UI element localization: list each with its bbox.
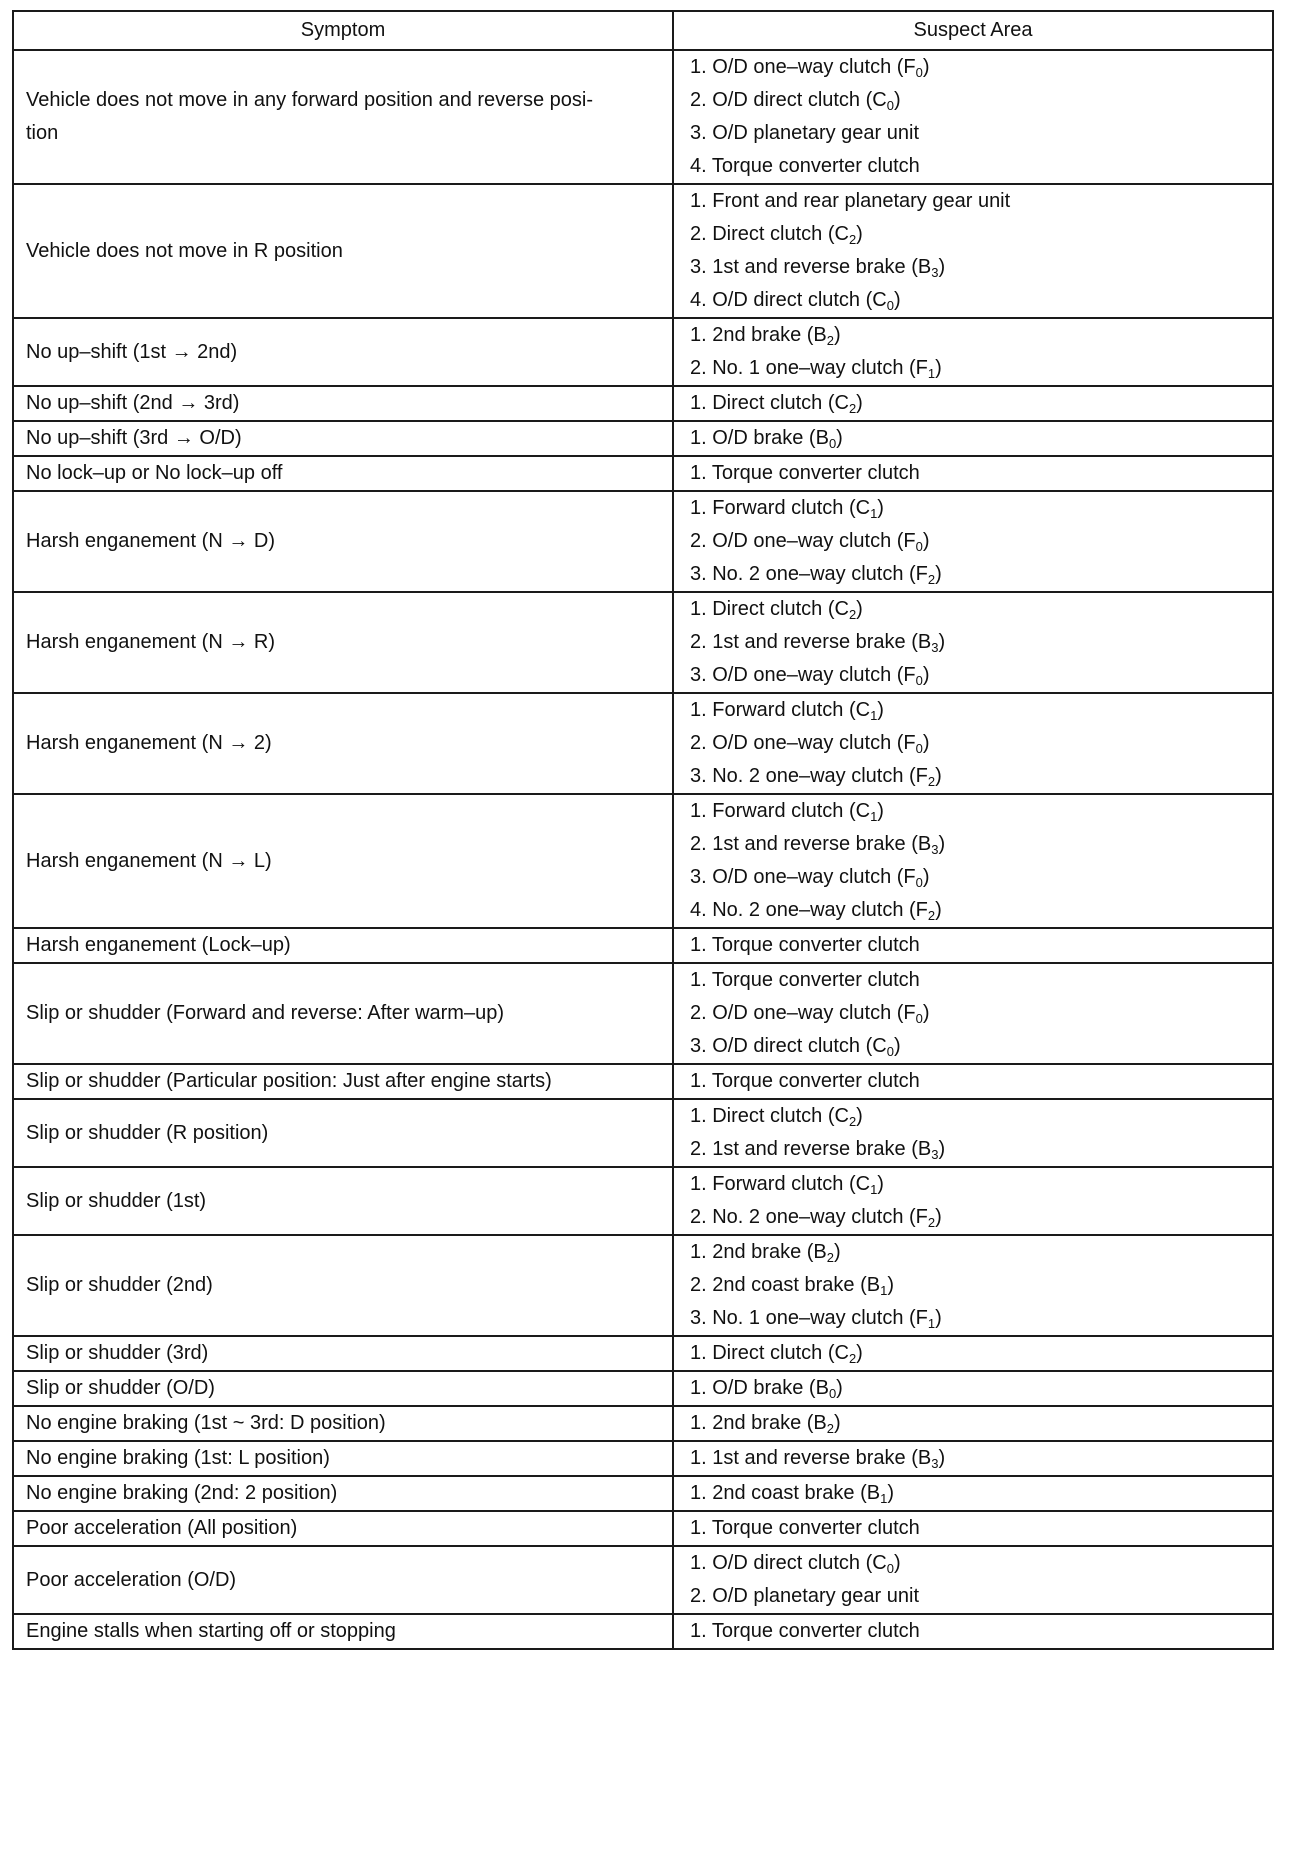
component-subscript: 2 xyxy=(927,774,936,789)
suspect-area-item-text: 1. Torque converter clutch xyxy=(690,1070,920,1092)
suspect-area-item-text: 1. Torque converter clutch xyxy=(690,462,920,484)
suspect-area-item xyxy=(690,659,1272,692)
suspect-area-item xyxy=(690,1168,1272,1201)
symptom-cell: Slip or shudder (R position) xyxy=(13,1099,673,1167)
symptom-cell: No up–shift (1st → 2nd) xyxy=(13,318,673,386)
closing-paren: ) xyxy=(893,289,901,311)
component-subscript: 2 xyxy=(848,1351,857,1366)
table-row xyxy=(13,386,1273,421)
suspect-area-cell xyxy=(673,1167,1273,1235)
suspect-area-item-text: 1. Front and rear planetary gear unit xyxy=(690,190,1011,212)
suspect-area-item-text: 1. 2nd coast brake (B xyxy=(690,1482,881,1504)
table-row xyxy=(13,928,1273,963)
suspect-area-item xyxy=(690,117,1272,150)
suspect-area-item xyxy=(690,558,1272,591)
component-subscript: 0 xyxy=(828,436,837,451)
suspect-area-cell xyxy=(673,1441,1273,1476)
closing-paren: ) xyxy=(836,1377,843,1399)
closing-paren: ) xyxy=(938,256,946,278)
suspect-area-item-text: 1. Forward clutch (C xyxy=(690,497,871,519)
suspect-area-item-text: 1. Torque converter clutch xyxy=(690,1517,920,1539)
suspect-area-item-text: 1. O/D direct clutch (C xyxy=(690,1552,887,1574)
suspect-area-item-text: 2. O/D one–way clutch (F xyxy=(690,530,916,552)
suspect-area-item-text: 4. No. 2 one–way clutch (F xyxy=(690,899,928,921)
symptom-cell: Vehicle does not move in any forward position and reverse posi- tion xyxy=(13,50,673,184)
component-subscript: 2 xyxy=(826,1250,834,1265)
closing-paren: ) xyxy=(887,1482,895,1504)
suspect-area-item xyxy=(690,1133,1272,1166)
component-subscript: 0 xyxy=(915,673,923,688)
closing-paren: ) xyxy=(893,1035,901,1057)
closing-paren: ) xyxy=(938,631,946,653)
suspect-area-cell xyxy=(673,1614,1273,1649)
suspect-area-item-text: 2. 1st and reverse brake (B xyxy=(690,631,932,653)
symptom-cell: Slip or shudder (Particular position: Just after engine starts) xyxy=(13,1064,673,1099)
table-row xyxy=(13,963,1273,1064)
symptom-cell: No up–shift (3rd → O/D) xyxy=(13,421,673,456)
suspect-area-item-text: 1. 1st and reverse brake (B xyxy=(690,1447,932,1469)
suspect-area-item-text: 2. 1st and reverse brake (B xyxy=(690,1138,932,1160)
symptom-cell: No engine braking (2nd: 2 position) xyxy=(13,1476,673,1511)
closing-paren: ) xyxy=(935,563,942,585)
symptom-cell: Harsh enganement (N → D) xyxy=(13,491,673,592)
suspect-area-item xyxy=(690,150,1272,183)
suspect-area-item xyxy=(690,51,1272,84)
closing-paren: ) xyxy=(935,1206,942,1228)
table-row xyxy=(13,491,1273,592)
symptom-cell: Harsh enganement (Lock–up) xyxy=(13,928,673,963)
table-row xyxy=(13,1546,1273,1614)
closing-paren: ) xyxy=(877,800,884,822)
symptom-cell: Engine stalls when starting off or stopping xyxy=(13,1614,673,1649)
suspect-area-item-text: 1. Torque converter clutch xyxy=(690,969,920,991)
component-subscript: 0 xyxy=(886,98,894,113)
table-row xyxy=(13,1099,1273,1167)
suspect-area-item-text: 1. Torque converter clutch xyxy=(690,1620,920,1642)
suspect-area-item-text: 3. O/D planetary gear unit xyxy=(690,122,920,144)
closing-paren: ) xyxy=(922,664,930,686)
suspect-area-cell xyxy=(673,794,1273,928)
suspect-area-cell xyxy=(673,963,1273,1064)
suspect-area-item-text: 2. O/D one–way clutch (F xyxy=(690,732,916,754)
table-row xyxy=(13,421,1273,456)
component-subscript: 1 xyxy=(927,1316,936,1331)
closing-paren: ) xyxy=(877,1173,884,1195)
suspect-area-item xyxy=(690,352,1272,385)
closing-paren: ) xyxy=(922,530,930,552)
symptom-column-header: Symptom xyxy=(13,11,673,50)
closing-paren: ) xyxy=(856,598,863,620)
suspect-area-item xyxy=(690,760,1272,793)
component-subscript: 1 xyxy=(880,1283,888,1298)
closing-paren: ) xyxy=(922,1002,930,1024)
suspect-area-item xyxy=(690,1030,1272,1063)
component-subscript: 2 xyxy=(848,401,857,416)
suspect-area-cell xyxy=(673,1336,1273,1371)
component-subscript: 1 xyxy=(927,366,936,381)
symptom-cell: Slip or shudder (3rd) xyxy=(13,1336,673,1371)
table-row xyxy=(13,184,1273,318)
component-subscript: 1 xyxy=(880,1491,888,1506)
suspect-area-item-text: 1. 2nd brake (B xyxy=(690,324,827,346)
suspect-area-cell xyxy=(673,1371,1273,1406)
symptom-cell: Slip or shudder (1st) xyxy=(13,1167,673,1235)
symptom-cell: Harsh enganement (N → L) xyxy=(13,794,673,928)
component-subscript: 0 xyxy=(886,298,894,313)
suspect-area-item xyxy=(690,1100,1272,1133)
table-row xyxy=(13,693,1273,794)
suspect-area-item-text: 1. Direct clutch (C xyxy=(690,598,849,620)
suspect-area-item xyxy=(690,457,1272,490)
component-subscript: 2 xyxy=(927,572,936,587)
symptom-cell: Slip or shudder (Forward and reverse: After warm–up) xyxy=(13,963,673,1064)
suspect-area-item xyxy=(690,251,1272,284)
closing-paren: ) xyxy=(833,1412,841,1434)
closing-paren: ) xyxy=(877,699,884,721)
table-row xyxy=(13,1476,1273,1511)
suspect-area-item xyxy=(690,894,1272,927)
closing-paren: ) xyxy=(922,732,930,754)
component-subscript: 2 xyxy=(826,333,834,348)
symptom-cell: Vehicle does not move in R position xyxy=(13,184,673,318)
closing-paren: ) xyxy=(877,497,884,519)
suspect-area-item xyxy=(690,593,1272,626)
component-subscript: 1 xyxy=(870,1182,878,1197)
symptom-cell: No up–shift (2nd → 3rd) xyxy=(13,386,673,421)
suspect-area-item-text: 3. No. 1 one–way clutch (F xyxy=(690,1307,928,1329)
suspect-area-item-text: 2. 1st and reverse brake (B xyxy=(690,833,932,855)
suspect-area-item-text: 4. O/D direct clutch (C xyxy=(690,289,887,311)
table-row xyxy=(13,50,1273,184)
component-subscript: 3 xyxy=(931,265,939,280)
component-subscript: 2 xyxy=(848,1114,857,1129)
suspect-area-item-text: 1. O/D one–way clutch (F xyxy=(690,56,916,78)
symptom-cell: No engine braking (1st ~ 3rd: D position) xyxy=(13,1406,673,1441)
suspect-area-item-text: 3. No. 2 one–way clutch (F xyxy=(690,563,928,585)
component-subscript: 3 xyxy=(931,640,939,655)
suspect-area-item-text: 3. 1st and reverse brake (B xyxy=(690,256,932,278)
symptom-cell: Harsh enganement (N → 2) xyxy=(13,693,673,794)
table-row xyxy=(13,318,1273,386)
symptom-cell: Harsh enganement (N → R) xyxy=(13,592,673,693)
closing-paren: ) xyxy=(856,1342,863,1364)
closing-paren: ) xyxy=(856,1105,863,1127)
component-subscript: 0 xyxy=(915,741,923,756)
table-row xyxy=(13,1064,1273,1099)
troubleshooting-table-container xyxy=(12,10,1272,1650)
suspect-area-item-text: 2. No. 2 one–way clutch (F xyxy=(690,1206,928,1228)
suspect-area-item xyxy=(690,964,1272,997)
component-subscript: 2 xyxy=(848,607,857,622)
suspect-area-item xyxy=(690,795,1272,828)
suspect-area-cell xyxy=(673,184,1273,318)
closing-paren: ) xyxy=(893,1552,901,1574)
component-subscript: 0 xyxy=(886,1561,894,1576)
closing-paren: ) xyxy=(833,324,841,346)
suspect-area-item xyxy=(690,1477,1272,1510)
suspect-area-item-text: 2. 2nd coast brake (B xyxy=(690,1274,881,1296)
suspect-area-item xyxy=(690,727,1272,760)
suspect-area-item xyxy=(690,319,1272,352)
suspect-area-cell xyxy=(673,693,1273,794)
troubleshooting-table xyxy=(12,10,1274,1650)
closing-paren: ) xyxy=(856,392,863,414)
suspect-area-item xyxy=(690,1442,1272,1475)
suspect-area-cell xyxy=(673,1476,1273,1511)
suspect-area-item-text: 1. 2nd brake (B xyxy=(690,1241,827,1263)
suspect-area-cell xyxy=(673,421,1273,456)
suspect-area-column-header: Suspect Area xyxy=(673,11,1273,50)
suspect-area-cell xyxy=(673,1546,1273,1614)
suspect-area-item xyxy=(690,492,1272,525)
component-subscript: 0 xyxy=(915,875,923,890)
closing-paren: ) xyxy=(935,765,942,787)
table-row xyxy=(13,1441,1273,1476)
symptom-cell: No engine braking (1st: L position) xyxy=(13,1441,673,1476)
suspect-area-item xyxy=(690,525,1272,558)
table-row xyxy=(13,1371,1273,1406)
suspect-area-item-text: 1. O/D brake (B xyxy=(690,1377,829,1399)
suspect-area-item xyxy=(690,861,1272,894)
closing-paren: ) xyxy=(922,56,930,78)
suspect-area-item xyxy=(690,1407,1272,1440)
suspect-area-item xyxy=(690,997,1272,1030)
table-row xyxy=(13,1235,1273,1336)
suspect-area-item-text: 2. O/D direct clutch (C xyxy=(690,89,887,111)
component-subscript: 0 xyxy=(828,1386,837,1401)
header-row xyxy=(13,11,1273,50)
component-subscript: 0 xyxy=(915,65,923,80)
closing-paren: ) xyxy=(938,1447,946,1469)
suspect-area-item xyxy=(690,284,1272,317)
suspect-area-item xyxy=(690,1372,1272,1405)
suspect-area-item-text: 3. O/D one–way clutch (F xyxy=(690,866,916,888)
suspect-area-item-text: 1. Forward clutch (C xyxy=(690,800,871,822)
suspect-area-cell xyxy=(673,386,1273,421)
closing-paren: ) xyxy=(935,1307,942,1329)
suspect-area-item xyxy=(690,1065,1272,1098)
closing-paren: ) xyxy=(893,89,901,111)
table-row xyxy=(13,1167,1273,1235)
suspect-area-item-text: 4. Torque converter clutch xyxy=(690,155,920,177)
suspect-area-item xyxy=(690,929,1272,962)
suspect-area-cell xyxy=(673,1406,1273,1441)
closing-paren: ) xyxy=(833,1241,841,1263)
suspect-area-item-text: 2. O/D one–way clutch (F xyxy=(690,1002,916,1024)
table-row xyxy=(13,1406,1273,1441)
table-row xyxy=(13,794,1273,928)
suspect-area-item xyxy=(690,218,1272,251)
suspect-area-item xyxy=(690,828,1272,861)
component-subscript: 1 xyxy=(870,809,878,824)
component-subscript: 2 xyxy=(927,1215,936,1230)
component-subscript: 1 xyxy=(870,506,878,521)
suspect-area-cell xyxy=(673,1511,1273,1546)
suspect-area-item xyxy=(690,1580,1272,1613)
suspect-area-cell xyxy=(673,1064,1273,1099)
suspect-area-item xyxy=(690,626,1272,659)
component-subscript: 0 xyxy=(915,1011,923,1026)
component-subscript: 2 xyxy=(927,908,936,923)
symptom-cell: Slip or shudder (2nd) xyxy=(13,1235,673,1336)
suspect-area-item-text: 2. Direct clutch (C xyxy=(690,223,849,245)
suspect-area-cell xyxy=(673,1099,1273,1167)
suspect-area-item-text: 1. Direct clutch (C xyxy=(690,1342,849,1364)
symptom-cell: Poor acceleration (All position) xyxy=(13,1511,673,1546)
suspect-area-item xyxy=(690,1512,1272,1545)
table-row xyxy=(13,456,1273,491)
suspect-area-item xyxy=(690,1337,1272,1370)
suspect-area-cell xyxy=(673,592,1273,693)
closing-paren: ) xyxy=(935,357,942,379)
suspect-area-item-text: 1. Direct clutch (C xyxy=(690,1105,849,1127)
suspect-area-item xyxy=(690,1302,1272,1335)
table-row xyxy=(13,592,1273,693)
suspect-area-cell xyxy=(673,456,1273,491)
suspect-area-item xyxy=(690,1615,1272,1648)
suspect-area-item-text: 3. No. 2 one–way clutch (F xyxy=(690,765,928,787)
suspect-area-item xyxy=(690,1201,1272,1234)
suspect-area-item-text: 2. O/D planetary gear unit xyxy=(690,1585,920,1607)
suspect-area-item xyxy=(690,387,1272,420)
component-subscript: 0 xyxy=(886,1044,894,1059)
component-subscript: 0 xyxy=(915,539,923,554)
component-subscript: 3 xyxy=(931,842,939,857)
closing-paren: ) xyxy=(856,223,863,245)
suspect-area-cell xyxy=(673,928,1273,963)
closing-paren: ) xyxy=(938,1138,946,1160)
suspect-area-item xyxy=(690,84,1272,117)
component-subscript: 1 xyxy=(870,708,878,723)
suspect-area-item-text: 2. No. 1 one–way clutch (F xyxy=(690,357,928,379)
suspect-area-item-text: 3. O/D one–way clutch (F xyxy=(690,664,916,686)
closing-paren: ) xyxy=(935,899,942,921)
component-subscript: 2 xyxy=(848,232,857,247)
suspect-area-cell xyxy=(673,1235,1273,1336)
suspect-area-cell xyxy=(673,491,1273,592)
suspect-area-item xyxy=(690,1236,1272,1269)
closing-paren: ) xyxy=(836,427,843,449)
table-header xyxy=(13,11,1273,50)
table-row xyxy=(13,1511,1273,1546)
suspect-area-item xyxy=(690,1269,1272,1302)
component-subscript: 3 xyxy=(931,1147,939,1162)
suspect-area-item-text: 1. Direct clutch (C xyxy=(690,392,849,414)
suspect-area-item xyxy=(690,694,1272,727)
suspect-area-item xyxy=(690,1547,1272,1580)
symptom-cell: Slip or shudder (O/D) xyxy=(13,1371,673,1406)
suspect-area-cell xyxy=(673,318,1273,386)
suspect-area-item-text: 1. Forward clutch (C xyxy=(690,699,871,721)
closing-paren: ) xyxy=(922,866,930,888)
suspect-area-item xyxy=(690,422,1272,455)
component-subscript: 2 xyxy=(826,1421,834,1436)
suspect-area-item-text: 1. Torque converter clutch xyxy=(690,934,920,956)
suspect-area-item-text: 1. 2nd brake (B xyxy=(690,1412,827,1434)
suspect-area-item-text: 3. O/D direct clutch (C xyxy=(690,1035,887,1057)
symptom-cell: No lock–up or No lock–up off xyxy=(13,456,673,491)
suspect-area-item xyxy=(690,185,1272,218)
closing-paren: ) xyxy=(887,1274,895,1296)
suspect-area-cell xyxy=(673,50,1273,184)
symptom-cell: Poor acceleration (O/D) xyxy=(13,1546,673,1614)
suspect-area-item-text: 1. O/D brake (B xyxy=(690,427,829,449)
component-subscript: 3 xyxy=(931,1456,939,1471)
suspect-area-item-text: 1. Forward clutch (C xyxy=(690,1173,871,1195)
table-body xyxy=(13,50,1273,1649)
table-row xyxy=(13,1336,1273,1371)
table-row xyxy=(13,1614,1273,1649)
closing-paren: ) xyxy=(938,833,946,855)
